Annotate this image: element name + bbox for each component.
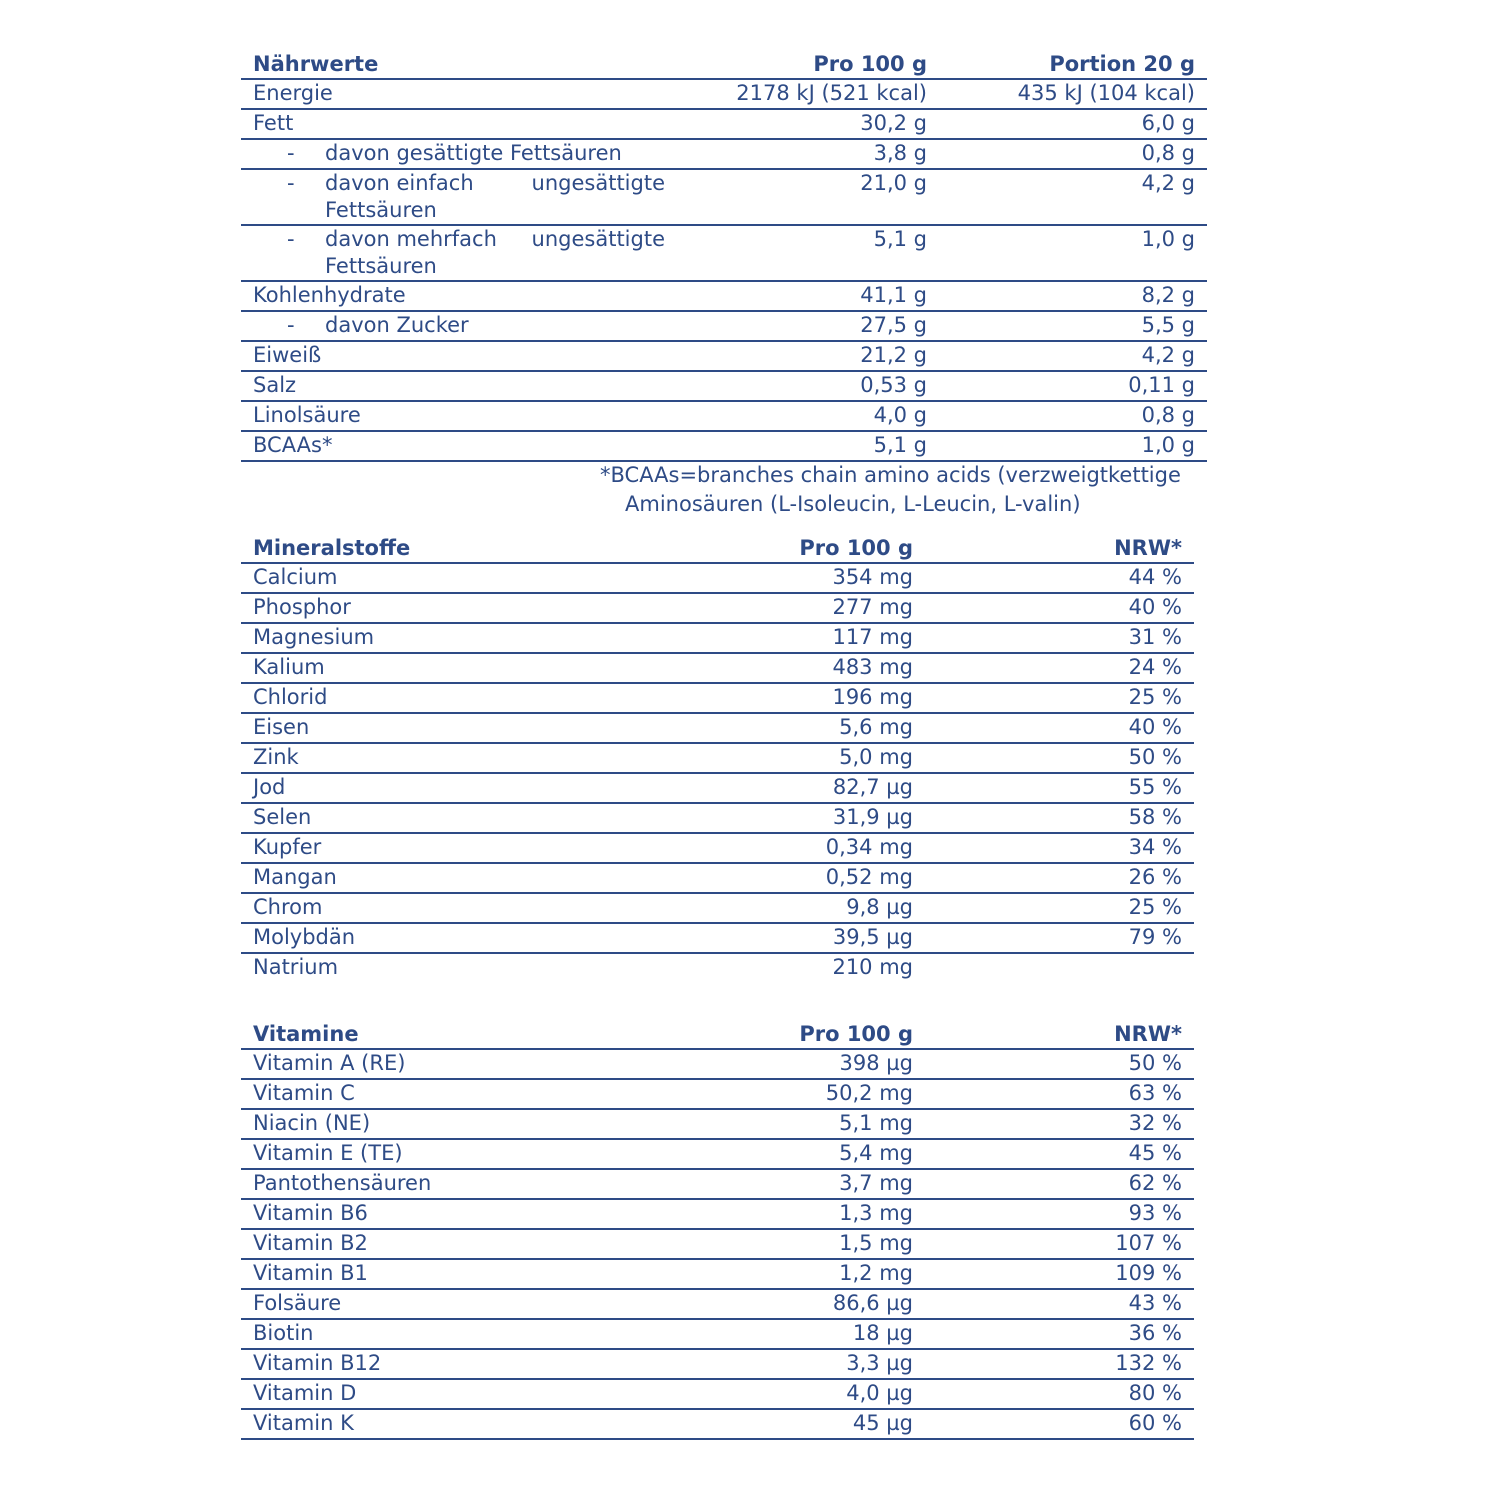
row-value-100g: 196 mg — [832, 685, 913, 709]
row-label: Chlorid — [253, 685, 328, 709]
sub-item-dash: - — [287, 171, 295, 195]
row-value-nrw: 55 % — [1128, 775, 1182, 799]
vitamine-table — [241, 1021, 1194, 1440]
row-label-part: davon mehrfach — [325, 227, 497, 251]
row-value-100g: 9,8 µg — [846, 895, 913, 919]
row-value-nrw: 62 % — [1128, 1171, 1182, 1195]
sub-item-dash: - — [287, 313, 295, 337]
row-value-100g: 5,1 g — [873, 227, 927, 251]
table-row — [241, 371, 1207, 401]
table-row — [241, 341, 1207, 371]
row-value-100g: 41,1 g — [860, 283, 927, 307]
row-value-nrw: 24 % — [1128, 655, 1182, 679]
row-value-nrw: 79 % — [1128, 925, 1182, 949]
row-label: Mangan — [253, 865, 337, 889]
table-row — [241, 311, 1207, 341]
row-value-portion: 0,11 g — [1128, 373, 1195, 397]
row-value-100g: 21,0 g — [860, 171, 927, 195]
table-row — [241, 401, 1207, 431]
header-nrw: NRW* — [1114, 536, 1182, 560]
header-label: Vitamine — [253, 1022, 359, 1046]
row-label: Vitamin B6 — [253, 1201, 368, 1225]
row-value-nrw: 107 % — [1115, 1231, 1182, 1255]
table-row — [241, 803, 1194, 833]
table-row — [241, 1229, 1194, 1259]
row-value-100g: 18 µg — [852, 1321, 913, 1345]
row-label-part: Fettsäuren — [325, 198, 437, 222]
header-nrw: NRW* — [1114, 1022, 1182, 1046]
bcaa-footnote — [600, 461, 1181, 519]
row-label: Eiweiß — [253, 343, 322, 367]
table-row — [241, 1199, 1194, 1229]
table-row — [241, 139, 1207, 169]
row-label: Molybdän — [253, 925, 356, 949]
row-value-portion: 8,2 g — [1141, 283, 1195, 307]
row-value-100g: 1,2 mg — [839, 1261, 913, 1285]
row-label: Eisen — [253, 715, 310, 739]
row-label: Pantothensäuren — [253, 1171, 432, 1195]
row-value-100g: 117 mg — [832, 625, 913, 649]
row-value-100g: 21,2 g — [860, 343, 927, 367]
mineralstoffe-table — [241, 535, 1194, 982]
table-row — [241, 563, 1194, 593]
row-value-100g: 5,0 mg — [839, 745, 913, 769]
row-label: Magnesium — [253, 625, 375, 649]
row-value-100g: 30,2 g — [860, 111, 927, 135]
row-value-nrw: 36 % — [1128, 1321, 1182, 1345]
row-label: Kupfer — [253, 835, 322, 859]
table-row — [241, 1409, 1194, 1439]
row-value-100g: 3,7 mg — [839, 1171, 913, 1195]
header-portion: Portion 20 g — [1049, 52, 1195, 76]
row-value-nrw: 45 % — [1128, 1141, 1182, 1165]
row-label: Folsäure — [253, 1291, 342, 1315]
row-value-100g: 39,5 µg — [832, 925, 913, 949]
table-row — [241, 623, 1194, 653]
row-label: Vitamin B2 — [253, 1231, 368, 1255]
row-label — [325, 226, 665, 280]
row-value-nrw: 25 % — [1128, 685, 1182, 709]
row-label: Phosphor — [253, 595, 351, 619]
row-label: Vitamin E (TE) — [253, 1141, 403, 1165]
row-label-part: Fettsäuren — [325, 254, 437, 278]
row-value-nrw: 34 % — [1128, 835, 1182, 859]
row-value-portion: 0,8 g — [1141, 403, 1195, 427]
row-label: davon gesättigte Fettsäuren — [325, 141, 622, 165]
row-value-100g: 45 µg — [852, 1411, 913, 1435]
table-row — [241, 953, 1194, 982]
row-value-100g: 82,7 µg — [832, 775, 913, 799]
row-value-100g: 483 mg — [832, 655, 913, 679]
row-value-100g: 0,52 mg — [825, 865, 913, 889]
table-row — [241, 923, 1194, 953]
row-value-portion: 6,0 g — [1141, 111, 1195, 135]
header-pro-100g: Pro 100 g — [799, 536, 913, 560]
footnote-line: Aminosäuren (L-Isoleucin, L-Leucin, L-valin) — [625, 492, 1081, 516]
row-value-100g: 1,5 mg — [839, 1231, 913, 1255]
row-label: Linolsäure — [253, 403, 361, 427]
row-label: Zink — [253, 745, 299, 769]
table-header-row — [241, 1021, 1194, 1049]
row-value-100g: 3,3 µg — [846, 1351, 913, 1375]
row-label-part: davon einfach — [325, 171, 474, 195]
row-label: Vitamin B12 — [253, 1351, 382, 1375]
row-label: Jod — [253, 775, 286, 799]
row-value-100g: 277 mg — [832, 595, 913, 619]
table-row — [241, 1049, 1194, 1079]
table-row — [241, 1319, 1194, 1349]
table-row — [241, 1169, 1194, 1199]
table-row — [241, 1289, 1194, 1319]
table-row — [241, 1139, 1194, 1169]
row-label: Energie — [253, 81, 333, 105]
row-value-portion: 4,2 g — [1141, 343, 1195, 367]
row-value-nrw: 63 % — [1128, 1081, 1182, 1105]
row-value-portion: 1,0 g — [1141, 227, 1195, 251]
row-label: Niacin (NE) — [253, 1111, 371, 1135]
row-value-portion: 1,0 g — [1141, 433, 1195, 457]
row-value-100g: 50,2 mg — [825, 1081, 913, 1105]
table-header-row — [241, 51, 1207, 79]
row-value-nrw: 43 % — [1128, 1291, 1182, 1315]
row-label — [325, 170, 665, 224]
row-value-100g: 5,1 mg — [839, 1111, 913, 1135]
row-label: Fett — [253, 111, 294, 135]
table-row — [241, 1349, 1194, 1379]
table-row — [241, 1109, 1194, 1139]
row-value-100g: 5,6 mg — [839, 715, 913, 739]
row-label: Chrom — [253, 895, 323, 919]
row-label: Vitamin A (RE) — [253, 1051, 406, 1075]
table-row — [241, 109, 1207, 139]
row-value-nrw: 58 % — [1128, 805, 1182, 829]
row-label: Selen — [253, 805, 312, 829]
row-label: BCAAs* — [253, 433, 333, 457]
row-label: davon Zucker — [325, 313, 469, 337]
header-label: Nährwerte — [253, 52, 379, 76]
row-label: Vitamin C — [253, 1081, 355, 1105]
row-value-nrw: 26 % — [1128, 865, 1182, 889]
row-value-100g: 0,53 g — [860, 373, 927, 397]
table-row — [241, 431, 1207, 461]
row-value-nrw: 50 % — [1128, 1051, 1182, 1075]
header-label: Mineralstoffe — [253, 536, 411, 560]
row-label: Salz — [253, 373, 297, 397]
table-row — [241, 1079, 1194, 1109]
row-label: Biotin — [253, 1321, 314, 1345]
table-row — [241, 743, 1194, 773]
row-value-nrw — [913, 953, 1182, 982]
row-label: Kalium — [253, 655, 325, 679]
row-value-100g: 31,9 µg — [832, 805, 913, 829]
row-value-100g: 5,4 mg — [839, 1141, 913, 1165]
row-value-portion: 435 kJ (104 kcal) — [1017, 81, 1195, 105]
row-value-100g: 5,1 g — [873, 433, 927, 457]
table-row — [241, 1379, 1194, 1409]
row-value-nrw: 109 % — [1115, 1261, 1182, 1285]
table-row — [241, 833, 1194, 863]
row-value-nrw: 60 % — [1128, 1411, 1182, 1435]
table-row — [241, 773, 1194, 803]
row-label-part: ungesättigte — [531, 171, 665, 195]
table-row — [241, 79, 1207, 109]
row-value-portion: 4,2 g — [1141, 171, 1195, 195]
sub-item-dash: - — [287, 141, 295, 165]
table-row — [241, 169, 1207, 225]
row-value-nrw: 132 % — [1115, 1351, 1182, 1375]
row-value-nrw: 44 % — [1128, 565, 1182, 589]
row-label: Kohlenhydrate — [253, 283, 406, 307]
table-row — [241, 593, 1194, 623]
row-value-nrw: 32 % — [1128, 1111, 1182, 1135]
naehrwerte-table — [241, 51, 1207, 462]
table-row — [241, 225, 1207, 281]
row-label-part: ungesättigte — [531, 227, 665, 251]
row-value-100g: 0,34 mg — [825, 835, 913, 859]
header-pro-100g: Pro 100 g — [813, 52, 927, 76]
row-value-100g: 4,0 µg — [846, 1381, 913, 1405]
row-label: Vitamin D — [253, 1381, 357, 1405]
row-label: Vitamin B1 — [253, 1261, 368, 1285]
row-value-100g: 354 mg — [832, 565, 913, 589]
row-value-nrw: 40 % — [1128, 595, 1182, 619]
row-value-100g: 1,3 mg — [839, 1201, 913, 1225]
row-value-100g: 398 µg — [839, 1051, 913, 1075]
table-row — [241, 653, 1194, 683]
row-value-100g: 210 mg — [832, 955, 913, 979]
row-value-nrw: 25 % — [1128, 895, 1182, 919]
row-label: Vitamin K — [253, 1411, 354, 1435]
row-value-nrw: 40 % — [1128, 715, 1182, 739]
row-label: Natrium — [253, 955, 339, 979]
row-value-portion: 0,8 g — [1141, 141, 1195, 165]
row-value-nrw: 50 % — [1128, 745, 1182, 769]
header-pro-100g: Pro 100 g — [799, 1022, 913, 1046]
table-row — [241, 713, 1194, 743]
row-value-100g: 4,0 g — [873, 403, 927, 427]
row-value-nrw: 80 % — [1128, 1381, 1182, 1405]
sub-item-dash: - — [287, 227, 295, 251]
row-value-portion: 5,5 g — [1141, 313, 1195, 337]
row-value-nrw: 31 % — [1128, 625, 1182, 649]
table-header-row — [241, 535, 1194, 563]
table-row — [241, 1259, 1194, 1289]
table-row — [241, 863, 1194, 893]
row-value-100g: 3,8 g — [873, 141, 927, 165]
footnote-line: *BCAAs=branches chain amino acids (verzweigtkettige — [600, 463, 1181, 487]
table-row — [241, 893, 1194, 923]
row-value-100g: 2178 kJ (521 kcal) — [736, 81, 927, 105]
row-value-100g: 86,6 µg — [832, 1291, 913, 1315]
row-label: Calcium — [253, 565, 338, 589]
row-value-nrw: 93 % — [1128, 1201, 1182, 1225]
table-row — [241, 683, 1194, 713]
row-value-100g: 27,5 g — [860, 313, 927, 337]
table-row — [241, 281, 1207, 311]
